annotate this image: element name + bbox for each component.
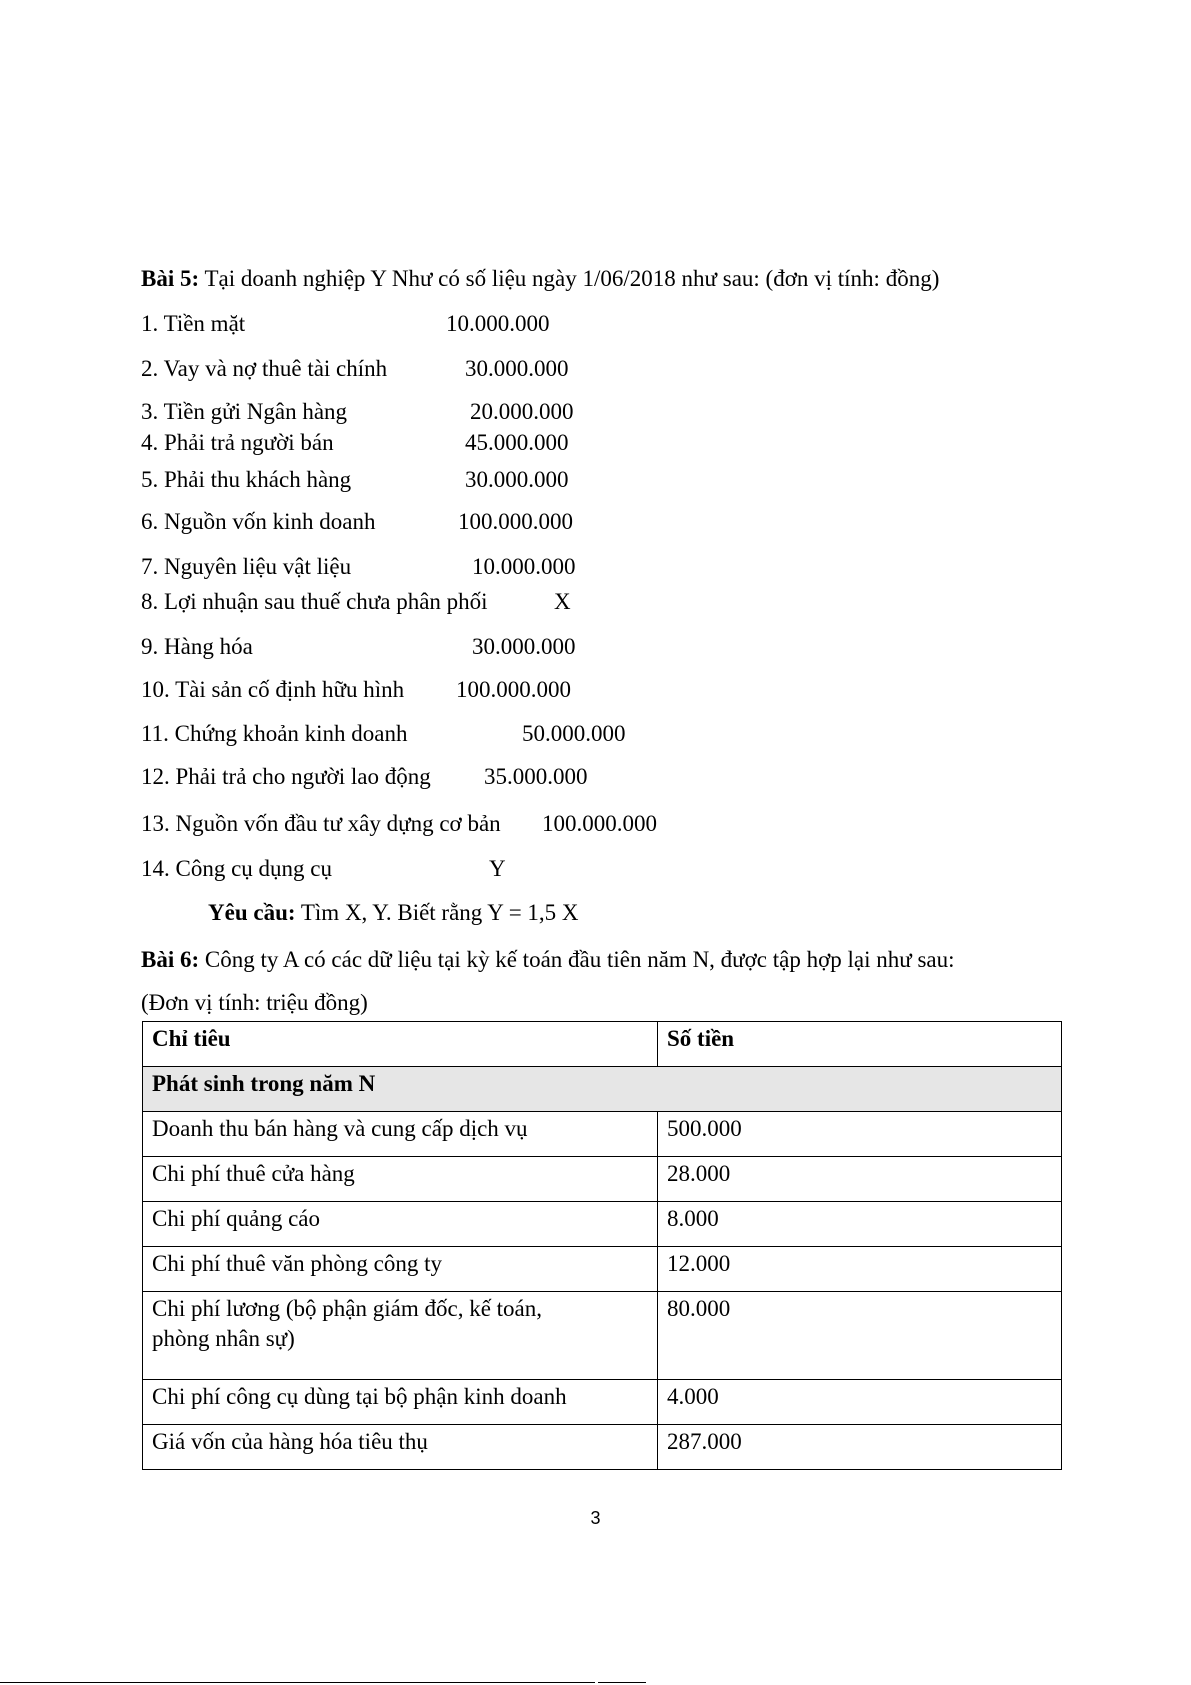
table-cell-amount: 500.000 [658,1112,1062,1157]
bai6-heading-label: Bài 6: [141,947,200,972]
item-label: 3. Tiền gửi Ngân hàng [141,399,348,424]
bai5-heading [141,265,939,293]
header-cell: Chỉ tiêu [143,1022,658,1067]
header-cell: Số tiền [658,1022,1062,1067]
requirement-label: Yêu cầu: [208,900,296,925]
table-row [143,1425,1062,1470]
item-value: 100.000.000 [542,811,657,836]
item-value: 20.000.000 [470,399,574,424]
item-value: Y [489,856,506,881]
bai5-requirement [208,899,579,927]
table-cell-item: Chi phí quảng cáo [143,1202,658,1247]
table-row [143,1202,1062,1247]
item-value: 10.000.000 [446,311,550,336]
table-cell-item: Chi phí công cụ dùng tại bộ phận kinh doanh [143,1380,658,1425]
section-title: Phát sinh trong năm N [143,1067,1062,1112]
table-cell-amount: 287.000 [658,1425,1062,1470]
item-label: 4. Phải trả người bán [141,430,334,455]
table-row [143,1380,1062,1425]
item-line: Chi phí lương (bộ phận giám đốc, kế toán, [152,1296,543,1321]
item-value: 35.000.000 [484,764,588,789]
table-row [143,1247,1062,1292]
item-value: 45.000.000 [465,430,569,455]
item-value: 30.000.000 [472,634,576,659]
footer-rule [0,1682,595,1683]
item-label: 2. Vay và nợ thuê tài chính [141,356,388,381]
item-value: X [554,589,571,614]
item-value: 30.000.000 [465,467,569,492]
item-value: 50.000.000 [522,721,626,746]
table-cell-amount: 4.000 [658,1380,1062,1425]
requirement-text: Tìm X, Y. Biết rằng Y = 1,5 X [295,900,579,925]
table-row [143,1292,1062,1380]
bai5-heading-text: Tại doanh nghiệp Y Như có số liệu ngày 1/06/2018 như sau: (đơn vị tính: đồng) [199,266,940,291]
page-number: 3 [590,1508,601,1528]
item-label: 8. Lợi nhuận sau thuế chưa phân phối [141,589,488,614]
item-label: 6. Nguồn vốn kinh doanh [141,509,376,534]
item-value: 30.000.000 [465,356,569,381]
item-label: 13. Nguồn vốn đầu tư xây dựng cơ bản [141,811,501,836]
item-label: 5. Phải thu khách hàng [141,467,352,492]
table-cell-amount: 28.000 [658,1157,1062,1202]
item-label: 11. Chứng khoản kinh doanh [141,721,408,746]
bai6-heading-text: Công ty A có các dữ liệu tại kỳ kế toán đầu tiên năm N, được tập hợp lại như sau: [199,947,955,972]
table-cell-item: Giá vốn của hàng hóa tiêu thụ [143,1425,658,1470]
item-label: 12. Phải trả cho người lao động [141,764,431,789]
table-cell-amount: 12.000 [658,1247,1062,1292]
table-cell-amount: 8.000 [658,1202,1062,1247]
bai6-heading [141,946,955,974]
item-line: phòng nhân sự) [152,1326,295,1351]
item-label: 7. Nguyên liệu vật liệu [141,554,352,579]
item-label: 9. Hàng hóa [141,634,253,659]
item-label: 1. Tiền mặt [141,311,246,336]
table-section-row [143,1067,1062,1112]
footer-rule [598,1682,646,1683]
table-header-row [143,1022,1062,1067]
table-cell-item: Chi phí thuê văn phòng công ty [143,1247,658,1292]
item-value: 100.000.000 [456,677,571,702]
bai5-heading-label: Bài 5: [141,266,200,291]
table-cell-amount: 80.000 [658,1292,1062,1380]
table-cell-item [143,1292,658,1380]
item-label: 10. Tài sản cố định hữu hình [141,677,405,702]
item-label: 14. Công cụ dụng cụ [141,856,333,881]
bai6-unit-note: (Đơn vị tính: triệu đồng) [141,990,368,1015]
table-cell-item: Doanh thu bán hàng và cung cấp dịch vụ [143,1112,658,1157]
table-cell-item: Chi phí thuê cửa hàng [143,1157,658,1202]
item-value: 100.000.000 [458,509,573,534]
data-table [142,1021,1062,1470]
table-row [143,1157,1062,1202]
table-row [143,1112,1062,1157]
item-value: 10.000.000 [472,554,576,579]
